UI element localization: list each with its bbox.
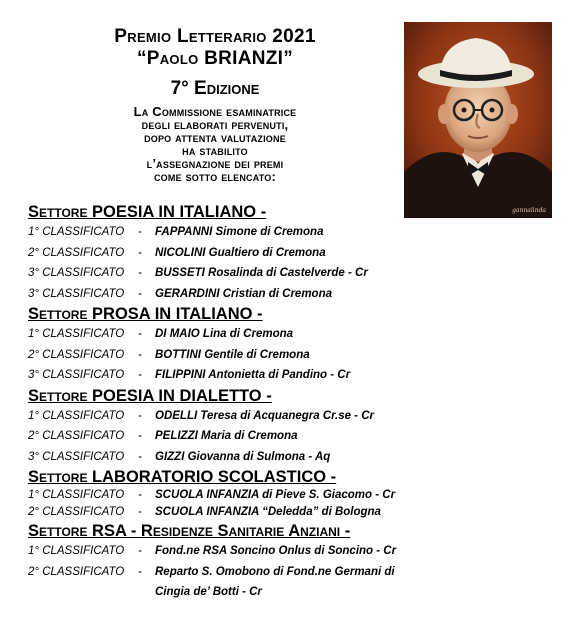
section-title-poesia-italiano: Settore POESIA IN ITALIANO - xyxy=(28,203,267,221)
intro-line: come sotto elencato: xyxy=(153,169,277,184)
list-item xyxy=(28,406,558,427)
rank-label: 2° CLASSIFICATO xyxy=(28,246,125,259)
rank-label: 1° CLASSIFICATO xyxy=(28,489,125,501)
separator: - xyxy=(138,545,142,557)
edition-label: 7° Edizione xyxy=(170,78,260,99)
list-item xyxy=(28,365,558,386)
list-item xyxy=(28,263,558,284)
winner-name-continued: Cingia de’ Botti - Cr xyxy=(155,586,262,598)
winner-name: BUSSETI Rosalinda di Castelverde - Cr xyxy=(155,267,368,279)
winner-name: Fond.ne RSA Soncino Onlus di Soncino - Cr xyxy=(155,545,397,557)
separator: - xyxy=(138,430,142,442)
intro-line: ha stabilito xyxy=(182,143,248,158)
separator: - xyxy=(138,226,142,238)
intro-line: degli elaborati pervenuti, xyxy=(141,117,289,132)
list-item xyxy=(28,243,558,264)
winner-name: DI MAIO Lina di Cremona xyxy=(155,328,294,340)
list-item xyxy=(28,504,558,521)
intro-line: l’assegnazione dei premi xyxy=(146,156,284,171)
list-item xyxy=(28,222,558,243)
list-item xyxy=(28,447,558,468)
winner-name: NICOLINI Gualtiero di Cremona xyxy=(155,246,326,259)
winner-name: FAPPANNI Simone di Cremona xyxy=(155,226,324,238)
list-item xyxy=(28,284,558,305)
rank-label: 1° CLASSIFICATO xyxy=(28,409,125,422)
award-name: “Paolo BRIANZI” xyxy=(136,48,294,69)
portrait-image xyxy=(404,22,552,218)
rank-label: 3° CLASSIFICATO xyxy=(28,287,125,300)
results-list xyxy=(28,202,558,602)
separator: - xyxy=(138,506,142,518)
list-item xyxy=(28,541,558,562)
rank-label: 1° CLASSIFICATO xyxy=(28,328,125,340)
winner-name: PELIZZI Maria di Cremona xyxy=(155,430,298,442)
list-item xyxy=(28,487,558,504)
intro-line: La Commissione esaminatrice xyxy=(133,104,297,119)
rank-label: 1° CLASSIFICATO xyxy=(28,226,125,238)
rank-label: 3° CLASSIFICATO xyxy=(28,267,125,279)
separator: - xyxy=(138,287,142,300)
separator: - xyxy=(138,267,142,279)
separator: - xyxy=(138,450,142,463)
winner-name: GERARDINI Cristian di Cremona xyxy=(155,287,332,300)
separator: - xyxy=(138,565,142,578)
list-item xyxy=(28,324,558,345)
intro-text xyxy=(40,105,390,183)
portrait-painting xyxy=(404,22,552,218)
award-title: Premio Letterario 2021 xyxy=(114,26,316,47)
section-title-rsa: Settore RSA - Residenze Sanitarie Anziani - xyxy=(28,522,351,540)
separator: - xyxy=(138,369,142,381)
rank-label: 1° CLASSIFICATO xyxy=(28,545,125,557)
rank-label: 2° CLASSIFICATO xyxy=(28,348,125,361)
portrait-signature: gannalinda xyxy=(512,207,546,214)
winner-name: Reparto S. Omobono di Fond.ne Germani di xyxy=(155,565,395,578)
separator: - xyxy=(138,246,142,259)
separator: - xyxy=(138,328,142,340)
section-title-poesia-dialetto: Settore POESIA IN DIALETTO - xyxy=(28,386,272,405)
rank-label: 3° CLASSIFICATO xyxy=(28,369,125,381)
separator: - xyxy=(138,348,142,361)
rank-label: 2° CLASSIFICATO xyxy=(28,430,125,442)
list-item xyxy=(28,426,558,447)
document-header xyxy=(40,26,390,183)
winner-name: FILIPPINI Antonietta di Pandino - Cr xyxy=(155,369,351,381)
rank-label: 3° CLASSIFICATO xyxy=(28,450,125,463)
rank-label: 2° CLASSIFICATO xyxy=(28,506,125,518)
separator: - xyxy=(138,409,142,422)
winner-name: ODELLI Teresa di Acquanegra Cr.se - Cr xyxy=(155,409,374,422)
list-item xyxy=(28,345,558,366)
section-title-laboratorio-scolastico: Settore LABORATORIO SCOLASTICO - xyxy=(28,468,337,486)
winner-name: GIZZI Giovanna di Sulmona - Aq xyxy=(155,450,331,463)
winner-name: SCUOLA INFANZIA di Pieve S. Giacomo - Cr xyxy=(155,489,396,501)
winner-name: BOTTINI Gentile di Cremona xyxy=(155,348,310,361)
section-title-prosa-italiano: Settore PROSA IN ITALIANO - xyxy=(28,305,263,323)
list-item xyxy=(28,562,558,583)
winner-name: SCUOLA INFANZIA “Deledda” di Bologna xyxy=(155,506,381,518)
rank-label: 2° CLASSIFICATO xyxy=(28,565,125,578)
separator: - xyxy=(138,489,142,501)
intro-line: dopo attenta valutazione xyxy=(144,130,286,145)
